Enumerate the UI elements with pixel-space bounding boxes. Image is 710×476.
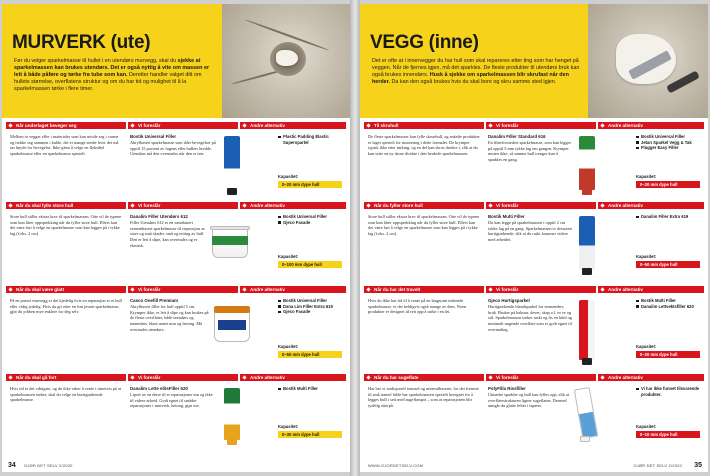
alternatives-heading: Andre alternativ: [598, 374, 704, 381]
alternative-item: Vi har ikke funnet tilsvarende produkter.: [636, 386, 702, 397]
alternative-item: Plastic Padding Elastic Superspartel: [278, 134, 344, 145]
alternatives-heading: Andre alternativ: [240, 202, 346, 209]
suggest-heading: Vi foreslår: [486, 202, 596, 209]
alternatives-list: [278, 134, 344, 145]
capacity-label: Kapasitet:: [636, 174, 657, 179]
alternatives-list: [636, 298, 702, 309]
capacity-label: Kapasitet:: [636, 254, 657, 259]
product-description: Bostik Multi Filler Du kan legge på sparkelmassen i opptil 2 cm tykke lag på en gang. Sparkelmassen er dessuten hurtigtørkende, slik at du raskt kommer videre med arbeidet.: [488, 214, 572, 242]
product-tube-image: [574, 132, 600, 196]
intro-text: Det er ofte at i innervegger du har hull som skal repareres etter ting som har henget på veggen. Når de fjernes igjen, må det sparkles. De fleste produkter til utendørs bruk kan også brukes innendørs. Husk å sjekke om sparkelmassen blir skrufast når den herder. Da kan den også brukes hvis du skal bore og skru samme sted igjen.: [372, 58, 580, 85]
alternatives-list: [278, 214, 344, 225]
product-bucket-image: [210, 220, 250, 260]
product-description: Danalim Lette elitsFiller 620 Lipset av en étuse til er reparasjoner inn og ikke til videre arbeid. Godt egnet til smådre reparasjoner i murverk, betong, gips mv.: [130, 386, 213, 409]
page-left: [2, 4, 350, 472]
alternative-item: Gjeco Fasade: [278, 309, 344, 315]
alternatives-heading: Andre alternativ: [598, 286, 704, 293]
alternative-item: Bostik Multi Filler: [636, 298, 702, 304]
alternative-item: Bostik Universal Filler: [278, 214, 344, 220]
alternatives-list: [636, 386, 702, 397]
alternative-item: Bostik Universal Filler: [278, 298, 344, 304]
section-heading: Når du har det travelt: [364, 286, 484, 293]
alternative-item: Danalim Lettvektsfiller 620: [636, 304, 702, 310]
product-description: Danalim Filler Standard 616 En fiberforsterket sparkelmasse, som kan legges på opptil 5 mm tykke lag om gangen. Krymper nesten ikke, så samme hull trenger kun å sparkles en gang.: [488, 134, 572, 162]
alternatives-heading: Andre alternativ: [240, 374, 346, 381]
capacity-bar: 0–50 mm dype hull: [636, 261, 700, 268]
product-description: PolyFilla Rissfiller Utmerke sparkler og hull kan fylles opp, slik at overflatestrukturen ligner sugeflaten. Dermed unngår du glatte felter i tapetet.: [488, 386, 570, 409]
alternatives-list: [636, 214, 702, 220]
section-heading: Når underlaget beveger seg: [6, 122, 126, 129]
product-tube-image: [574, 212, 600, 276]
product-description: Gjeco Hurtigsparkel Hurtigtørkende blandsparkel for tremenders bruk. Bruker på kalmur, dever, skap o.l. m ve og stil. Sparkelmassen tørker raskt og fis en hård og minimalt nugende overflate som er godt egnet til overmaling.: [488, 298, 572, 332]
hero-right: [360, 4, 708, 118]
alternatives-heading: Andre alternativ: [598, 202, 704, 209]
alternative-item: Danalim Filler Extra 619: [636, 214, 702, 220]
section-moving-substrate: [2, 122, 350, 200]
footer-url: WWW.GJORDETSELV.COM: [368, 463, 424, 468]
suggest-heading: Vi foreslår: [486, 286, 596, 293]
section-body: På en pusset murvegg er det kjedelig hvis en reparasjon er et bull eller vidig tydelig. Hvis du gir etter en fint jevnet sparkelmasse, gjør du jobben mye enklere for deg selv.: [10, 298, 122, 315]
section-body: Hvis du ikke har tid til å vente på en langsomt tørkende sparkelmasse, er det heldigvis også mange av dem. Noen produkter er designet til rett opp å tørke i en fei.: [368, 298, 467, 315]
alternative-item: Dana Lim Filler Extra 619: [278, 304, 344, 310]
page-right: [360, 4, 708, 472]
section-body: Hvis tid er det viktigste, og du ikke orker å vente i timesvis på at sparkelmassen tørker, skal du velge en hurtigtørkende sparkelmasse.: [10, 386, 122, 403]
section-body: De fleste sparkelmasser kan fylle skruehull, og enkelte produkter er laget spesielt for montering i dette formalet. De krymper typisk ikke etter tørking, og en del kan skrus direkte i, slik at du kan sette en ny skrue direkte i den herdede sparkelmassen.: [368, 134, 480, 157]
section-heading: Når du fyller store hull: [364, 202, 484, 209]
spread-gutter: [350, 0, 360, 476]
product-description: Casco Onefill Premium Akrylbasert filler for hull opptil 5 cm. Krymper ikke, er lett å slipe og kan brukes på de fleste overflater, både utendørs og innendørs, blant annet mur og betong. Må overmales utendørs.: [130, 298, 209, 332]
section-body: Store hull stiller ekstra krav til sparkelmassen. Otte vil de typene som kun lårer oppsprekking når du fyller store hull. Ellers kan det være lurt å velge en sparkelmasse som kan legges på i tykke lag (f.eks. 2 cm).: [368, 214, 480, 237]
capacity-bar: 0–20 mm dype hull: [278, 181, 342, 188]
putty-knife-handle: [666, 70, 700, 93]
alternatives-heading: Andre alternativ: [240, 122, 346, 129]
product-description: Danalim Filler Utendørs 612 Filler Utendørs 612 er en vannbasert sementbasert sparkelmasse til reparasjon av store og små skader, små og tetting av hull. Den er lett å slipe, kan overmales og er elastisk.: [130, 214, 206, 248]
page-title: VEGG (inne): [370, 32, 479, 53]
product-tube-image: [572, 384, 600, 444]
capacity-label: Kapasitet:: [636, 344, 657, 349]
alternatives-list: [278, 298, 344, 315]
section-body: Mellom to vegger eller i materialer som kan utvide seg i varme og trekke seg sammen i kulde, det er mange steder hvor det må tas høyde for bevegelse. Ikke glem å velge en fleksibel sparkelmasse eller en sparkelmasse spesielt.: [10, 134, 119, 157]
section-screw-holes: [360, 122, 708, 200]
suggest-heading: Vi foreslår: [128, 122, 238, 129]
capacity-label: Kapasitet:: [278, 254, 299, 259]
capacity-bar: 0–20 mm dype hull: [636, 351, 700, 358]
page-number: 35: [694, 462, 702, 469]
section-large-holes: [2, 202, 350, 284]
section-textured-surface: [360, 374, 708, 454]
capacity-bar: 0–30 mm dype hull: [278, 431, 342, 438]
product-tube-image: [220, 132, 244, 196]
capacity-label: Kapasitet:: [278, 174, 299, 179]
alternative-item: Flugger Easy Filler: [636, 145, 702, 151]
section-heading: Når du skal være glatt: [6, 286, 126, 293]
section-heading: Når du skal fylle store hull: [6, 202, 126, 209]
page-title: MURVERK (ute): [12, 32, 151, 53]
spackle-blob: [276, 50, 298, 66]
alternatives-list: [636, 134, 702, 151]
suggest-heading: Vi foreslår: [128, 202, 238, 209]
page-number: 34: [8, 462, 16, 469]
capacity-label: Kapasitet:: [636, 424, 657, 429]
intro-text: Før du velger sparkelmasse til hullet i en utendørs murvegg, skal du sjekke at sparkelmassen kan brukes utendørs. Det er også nyttig å vite om massen er lett å både påføre og tørke fra tube som kan. Deretter handler valget ditt om hullets størrelse, overflatens struktur og om du har tid og mulighet til å la sparkelmassen tørke i flere timer.: [14, 58, 210, 92]
alternatives-heading: Andre alternativ: [240, 286, 346, 293]
section-in-a-hurry: [360, 286, 708, 372]
section-body: Har har vi tradisjonelt tramsel og mineralbaserte, for det fremste til små tramel bilde har sparkelmassen spesielt beregnet for å legges bull i sett med sugeflatspot – som at reparasjonen blir tydelig etterpå.: [368, 386, 479, 409]
wall-hole-photo: [222, 4, 350, 118]
section-heading: Når du skal gå fort: [6, 374, 126, 381]
section-heading: Når du har sugeflate: [364, 374, 484, 381]
suggest-heading: Vi foreslår: [128, 286, 238, 293]
alternative-item: Jetan Sparkel Vegg & Tak: [636, 140, 702, 146]
capacity-bar: 0–50 mm dype hull: [278, 351, 342, 358]
section-body: Store hull stiller ekstra krav til sparkelmassen. Otte vil de typene som kun lårer oppsprekking når du fyller store hull. Ellers kan det være lurt å velge en sparkelmasse som kan legges på i tykke lag (f.eks. 2 cm).: [10, 214, 122, 237]
section-smooth: [2, 286, 350, 372]
suggest-heading: Vi foreslår: [486, 122, 596, 129]
capacity-bar: 0–100 mm dype hull: [278, 261, 342, 268]
hero-left: [2, 4, 350, 118]
suggest-heading: Vi foreslår: [486, 374, 596, 381]
product-tub-image: [212, 302, 252, 346]
section-fast: [2, 374, 350, 454]
capacity-bar: 0–10 mm dype hull: [636, 431, 700, 438]
alternatives-heading: Andre alternativ: [598, 122, 704, 129]
alternative-item: Bostik Multi Filler: [278, 386, 344, 392]
footer-text: GJØR DET SELV 2/2020: [633, 463, 682, 468]
suggest-heading: Vi foreslår: [128, 374, 238, 381]
capacity-label: Kapasitet:: [278, 424, 299, 429]
wall-repair-photo: [588, 4, 708, 118]
alternative-item: Bostik Universal Filler: [636, 134, 702, 140]
alternative-item: Gjeco Fasade: [278, 220, 344, 226]
section-large-holes: [360, 202, 708, 284]
product-tube-image: [574, 296, 600, 366]
footer-text: GJØR DET SELV 2/2020: [24, 463, 73, 468]
capacity-bar: 0–20 mm dype hull: [636, 181, 700, 188]
capacity-label: Kapasitet:: [278, 344, 299, 349]
product-description: Bostik Universal Filler Akrylbasert sparkelmasse som tåler bevegelser på opptil 15 prosent av fugens eller hullets bredde. Utendørs må den overmales når den er tørr.: [130, 134, 216, 157]
section-heading: Til skruhull: [364, 122, 484, 129]
product-tube-image: [220, 384, 244, 446]
alternatives-list: [278, 386, 344, 392]
